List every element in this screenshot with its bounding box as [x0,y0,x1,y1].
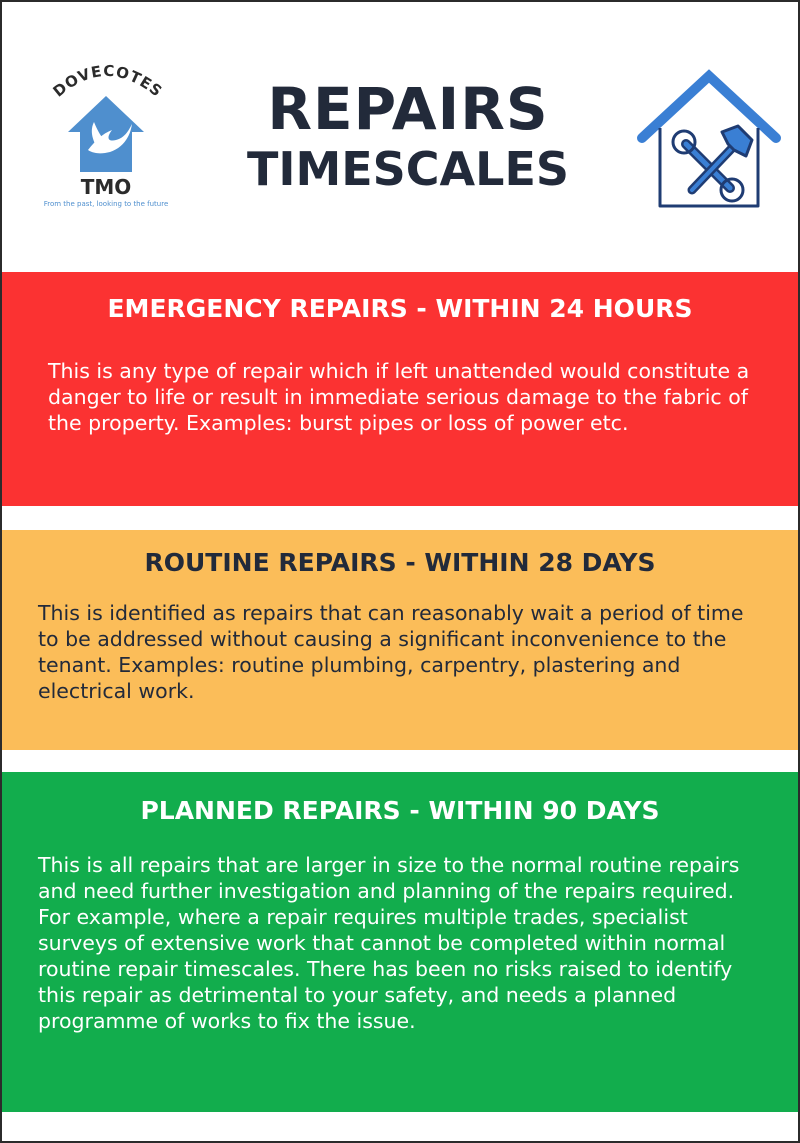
routine-repairs-heading: ROUTINE REPAIRS - WITHIN 28 DAYS [144,548,656,577]
routine-repairs-description: This is identified as repairs that can reasonably wait a period of time to be addressed without causing a significant inconvenience to the tenant. Examples: routine plumbing, carpentry, plastering and electrical work. [38,601,744,703]
planned-repairs-description: This is all repairs that are larger in size to the normal routine repairs and need further investigation and planning of the repairs required. For example, where a repair requires multiple trades, specialist surveys of extensive work that cannot be completed within normal routine repair timescales. There has been no risks raised to identify this repair as detrimental to your safety, and needs a planned programme of works to fix the issue. [38,853,740,1033]
house-with-dove-icon [36,54,176,204]
planned-repairs-heading: PLANNED REPAIRS - WITHIN 90 DAYS [140,796,660,825]
routine-repairs-section [2,530,798,750]
emergency-repairs-heading: EMERGENCY REPAIRS - WITHIN 24 HOURS [107,294,693,323]
page-title [198,75,618,196]
dovecotes-tmo-logo [36,54,176,224]
emergency-repairs-description: This is any type of repair which if left unattended would constitute a danger to life or result in immediate serious damage to the fabric of the property. Examples: burst pipes or loss of power etc. [48,359,750,435]
emergency-repairs-section [2,272,798,506]
logo-tagline: From the past, looking to the future [43,200,169,208]
house-with-tools-icon [634,66,784,214]
header [2,2,800,248]
logo-arc-text: DOVECOTES [49,61,167,101]
title-line-2: TIMESCALES [246,142,570,196]
title-line-1: REPAIRS [267,75,549,143]
logo-name: TMO [80,175,132,199]
planned-repairs-section [2,772,798,1112]
svg-text:DOVECOTES [50,62,167,101]
